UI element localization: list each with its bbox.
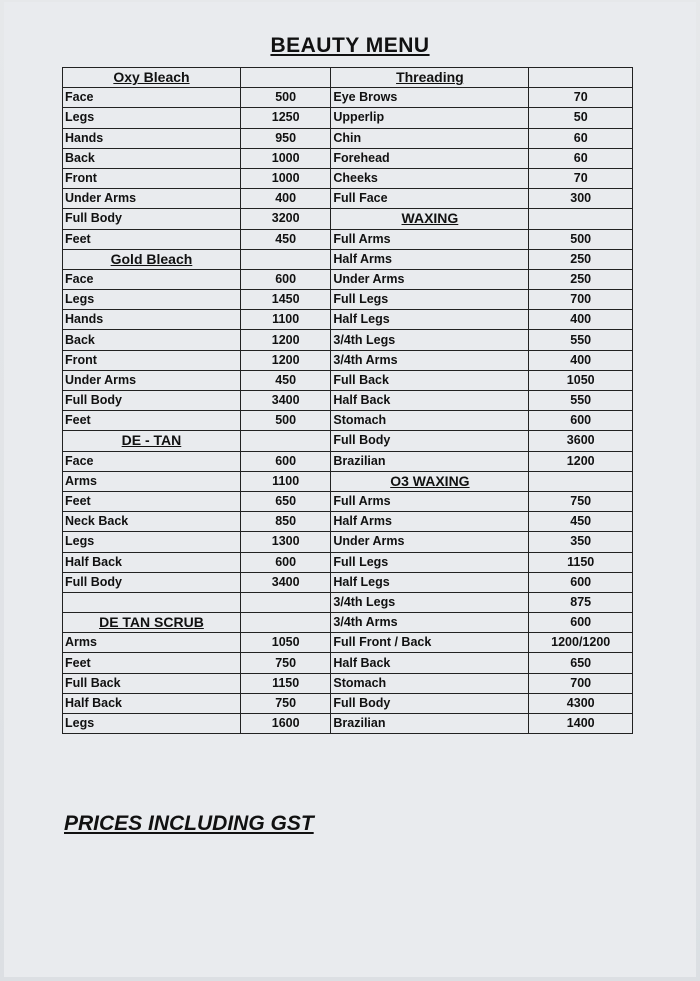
table-row bbox=[63, 633, 633, 653]
service-price: 500 bbox=[240, 411, 330, 431]
section-heading: DE - TAN bbox=[63, 431, 241, 451]
service-name: Under Arms bbox=[331, 269, 529, 289]
service-price: 1200/1200 bbox=[529, 633, 633, 653]
service-price bbox=[529, 471, 633, 491]
service-price bbox=[240, 613, 330, 633]
service-price: 400 bbox=[529, 350, 633, 370]
service-price: 450 bbox=[240, 229, 330, 249]
table-row bbox=[63, 512, 633, 532]
service-name: Arms bbox=[63, 633, 241, 653]
service-name: Chin bbox=[331, 128, 529, 148]
service-name: Full Arms bbox=[331, 491, 529, 511]
service-name: Face bbox=[63, 88, 241, 108]
service-name: Forehead bbox=[331, 148, 529, 168]
table-row bbox=[63, 269, 633, 289]
service-name: Face bbox=[63, 269, 241, 289]
service-price: 400 bbox=[240, 189, 330, 209]
service-price: 500 bbox=[529, 229, 633, 249]
service-name: Feet bbox=[63, 411, 241, 431]
service-price: 3600 bbox=[529, 431, 633, 451]
service-price: 600 bbox=[240, 552, 330, 572]
service-price: 650 bbox=[240, 491, 330, 511]
service-price: 850 bbox=[240, 512, 330, 532]
table-row bbox=[63, 391, 633, 411]
table-row bbox=[63, 572, 633, 592]
service-name: Full Body bbox=[63, 209, 241, 229]
service-name: Full Back bbox=[63, 673, 241, 693]
service-name: Stomach bbox=[331, 411, 529, 431]
table-row bbox=[63, 310, 633, 330]
table-row bbox=[63, 592, 633, 612]
service-name: Half Back bbox=[331, 653, 529, 673]
price-table bbox=[62, 67, 633, 734]
service-price: 70 bbox=[529, 88, 633, 108]
service-name: Full Body bbox=[331, 431, 529, 451]
service-price: 750 bbox=[240, 653, 330, 673]
service-name: Full Front / Back bbox=[331, 633, 529, 653]
service-name bbox=[63, 592, 241, 612]
service-price: 250 bbox=[529, 269, 633, 289]
service-name: Full Body bbox=[63, 572, 241, 592]
table-row bbox=[63, 451, 633, 471]
service-price: 1100 bbox=[240, 471, 330, 491]
service-price: 600 bbox=[529, 411, 633, 431]
service-name: Full Face bbox=[331, 189, 529, 209]
service-price bbox=[240, 592, 330, 612]
service-price: 70 bbox=[529, 168, 633, 188]
table-row bbox=[63, 290, 633, 310]
table-row bbox=[63, 330, 633, 350]
service-name: Half Arms bbox=[331, 249, 529, 269]
table-row bbox=[63, 128, 633, 148]
page-title: BEAUTY MENU bbox=[270, 34, 430, 57]
table-row bbox=[63, 148, 633, 168]
table-row bbox=[63, 653, 633, 673]
service-name: 3/4th Arms bbox=[331, 613, 529, 633]
service-price: 750 bbox=[240, 693, 330, 713]
service-name: Under Arms bbox=[63, 189, 241, 209]
service-name: Half Legs bbox=[331, 572, 529, 592]
section-heading: Oxy Bleach bbox=[63, 68, 241, 88]
service-price: 600 bbox=[240, 269, 330, 289]
service-name: Under Arms bbox=[63, 370, 241, 390]
service-name: Hands bbox=[63, 128, 241, 148]
service-price: 50 bbox=[529, 108, 633, 128]
service-price: 3400 bbox=[240, 391, 330, 411]
table-row bbox=[63, 532, 633, 552]
service-name: Neck Back bbox=[63, 512, 241, 532]
section-heading: DE TAN SCRUB bbox=[63, 613, 241, 633]
service-price: 650 bbox=[529, 653, 633, 673]
service-price: 1200 bbox=[240, 350, 330, 370]
service-price: 1600 bbox=[240, 714, 330, 734]
service-price: 550 bbox=[529, 330, 633, 350]
table-row bbox=[63, 249, 633, 269]
service-price: 700 bbox=[529, 290, 633, 310]
table-row bbox=[63, 471, 633, 491]
price-table-body bbox=[63, 68, 633, 734]
service-price: 450 bbox=[529, 512, 633, 532]
service-name: Upperlip bbox=[331, 108, 529, 128]
service-name: Face bbox=[63, 451, 241, 471]
service-name: 3/4th Legs bbox=[331, 330, 529, 350]
service-name: Feet bbox=[63, 653, 241, 673]
service-name: 3/4th Legs bbox=[331, 592, 529, 612]
table-row bbox=[63, 411, 633, 431]
service-price: 1450 bbox=[240, 290, 330, 310]
service-name: Arms bbox=[63, 471, 241, 491]
service-name: Back bbox=[63, 148, 241, 168]
service-name: Stomach bbox=[331, 673, 529, 693]
service-name: Feet bbox=[63, 229, 241, 249]
service-name: Cheeks bbox=[331, 168, 529, 188]
service-name: Full Body bbox=[331, 693, 529, 713]
section-heading: WAXING bbox=[331, 209, 529, 229]
section-heading: Gold Bleach bbox=[63, 249, 241, 269]
table-row bbox=[63, 693, 633, 713]
service-price: 600 bbox=[529, 572, 633, 592]
service-price: 600 bbox=[240, 451, 330, 471]
service-price: 1050 bbox=[240, 633, 330, 653]
service-name: Hands bbox=[63, 310, 241, 330]
service-price: 600 bbox=[529, 613, 633, 633]
table-row bbox=[63, 68, 633, 88]
service-name: Half Legs bbox=[331, 310, 529, 330]
service-price: 1200 bbox=[529, 451, 633, 471]
service-name: Half Back bbox=[63, 552, 241, 572]
service-price: 1200 bbox=[240, 330, 330, 350]
table-row bbox=[63, 229, 633, 249]
service-name: Front bbox=[63, 350, 241, 370]
service-name: Brazilian bbox=[331, 451, 529, 471]
gst-note: PRICES INCLUDING GST bbox=[64, 812, 314, 835]
service-price: 500 bbox=[240, 88, 330, 108]
service-price bbox=[240, 68, 330, 88]
service-name: Full Back bbox=[331, 370, 529, 390]
service-name: Full Body bbox=[63, 391, 241, 411]
table-row bbox=[63, 714, 633, 734]
service-price: 1000 bbox=[240, 148, 330, 168]
section-heading: O3 WAXING bbox=[331, 471, 529, 491]
service-price: 250 bbox=[529, 249, 633, 269]
service-name: Half Back bbox=[331, 391, 529, 411]
service-name: Full Legs bbox=[331, 290, 529, 310]
service-price: 3400 bbox=[240, 572, 330, 592]
service-name: Half Arms bbox=[331, 512, 529, 532]
table-row bbox=[63, 552, 633, 572]
service-name: Front bbox=[63, 168, 241, 188]
table-row bbox=[63, 350, 633, 370]
service-price: 60 bbox=[529, 128, 633, 148]
table-row bbox=[63, 88, 633, 108]
service-price: 4300 bbox=[529, 693, 633, 713]
service-price: 1400 bbox=[529, 714, 633, 734]
service-price bbox=[529, 209, 633, 229]
service-price bbox=[240, 431, 330, 451]
service-name: Legs bbox=[63, 532, 241, 552]
section-heading: Threading bbox=[331, 68, 529, 88]
service-price: 1150 bbox=[240, 673, 330, 693]
service-price bbox=[240, 249, 330, 269]
service-price: 950 bbox=[240, 128, 330, 148]
service-name: Legs bbox=[63, 290, 241, 310]
service-price: 3200 bbox=[240, 209, 330, 229]
service-price: 400 bbox=[529, 310, 633, 330]
table-row bbox=[63, 209, 633, 229]
service-price: 60 bbox=[529, 148, 633, 168]
service-price: 1300 bbox=[240, 532, 330, 552]
service-name: Eye Brows bbox=[331, 88, 529, 108]
table-row bbox=[63, 370, 633, 390]
service-price: 700 bbox=[529, 673, 633, 693]
table-row bbox=[63, 613, 633, 633]
service-name: Back bbox=[63, 330, 241, 350]
service-name: Under Arms bbox=[331, 532, 529, 552]
service-price: 750 bbox=[529, 491, 633, 511]
service-price: 300 bbox=[529, 189, 633, 209]
service-price: 1000 bbox=[240, 168, 330, 188]
table-row bbox=[63, 673, 633, 693]
service-price: 1050 bbox=[529, 370, 633, 390]
service-name: 3/4th Arms bbox=[331, 350, 529, 370]
service-name: Full Arms bbox=[331, 229, 529, 249]
table-row bbox=[63, 431, 633, 451]
table-row bbox=[63, 491, 633, 511]
service-price: 1100 bbox=[240, 310, 330, 330]
service-name: Legs bbox=[63, 108, 241, 128]
service-price: 450 bbox=[240, 370, 330, 390]
service-price: 875 bbox=[529, 592, 633, 612]
service-name: Feet bbox=[63, 491, 241, 511]
service-name: Legs bbox=[63, 714, 241, 734]
table-row bbox=[63, 189, 633, 209]
service-price: 350 bbox=[529, 532, 633, 552]
service-price: 1250 bbox=[240, 108, 330, 128]
service-price: 550 bbox=[529, 391, 633, 411]
service-price: 1150 bbox=[529, 552, 633, 572]
service-name: Full Legs bbox=[331, 552, 529, 572]
table-row bbox=[63, 108, 633, 128]
service-name: Half Back bbox=[63, 693, 241, 713]
table-row bbox=[63, 168, 633, 188]
service-price bbox=[529, 68, 633, 88]
service-name: Brazilian bbox=[331, 714, 529, 734]
